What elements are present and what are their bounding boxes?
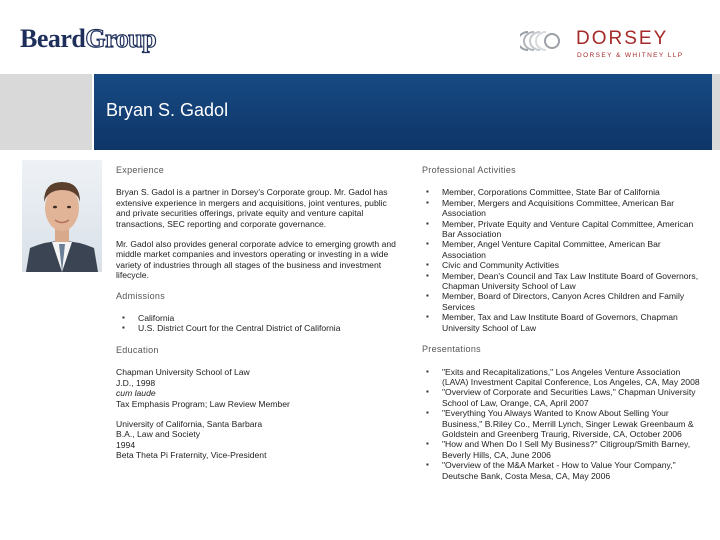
degree: B.A., Law and Society [116, 429, 201, 440]
degree-year: 1994 [116, 439, 136, 450]
experience-heading: Experience [116, 165, 165, 175]
school-name: University of California, Santa Barbara [116, 418, 263, 429]
experience-paragraph: Mr. Gadol also provides general corporate advice to emerging growth and middle market companies and investors operating or investing in a wide variety of industries through all stages of the business and investment lifecycle. [116, 239, 396, 281]
title-banner [0, 74, 720, 150]
professional-activities-list [422, 187, 702, 333]
education-entry [116, 419, 396, 461]
list-item: ▪ "Everything You Always Wanted to Know About Selling Your Business," B.Riley Co., Merrill Lynch, Singer Lewak Greenbaum & Goldstein and Greenberg Traurig, Riverside, CA, October 2006 [422, 408, 702, 439]
left-column [116, 165, 396, 471]
portrait-photo [22, 160, 102, 272]
list-item: ▪ California [116, 313, 396, 323]
list-item: ▪ Member, Tax and Law Institute Board of Governors, Chapman University School of Law [422, 312, 702, 333]
education-note: Tax Emphasis Program; Law Review Member [116, 398, 290, 409]
list-item: ▪ Civic and Community Activities [422, 260, 702, 270]
presentations-list [422, 367, 702, 481]
list-item: ▪ Member, Angel Venture Capital Committee, American Bar Association [422, 239, 702, 260]
list-item: ▪ Member, Dean's Council and Tax Law Institute Board of Governors, Chapman University School of Law [422, 271, 702, 292]
admissions-heading: Admissions [116, 290, 166, 301]
logo-text-group: Group [85, 24, 157, 53]
list-item: ▪ Member, Board of Directors, Canyon Acres Children and Family Services [422, 291, 702, 312]
list-item: ▪ Member, Private Equity and Venture Capital Committee, American Bar Association [422, 219, 702, 240]
portrait-image-icon [22, 160, 102, 272]
list-item: ▪ "Overview of Corporate and Securities Laws," Chapman University School of Law, Orange, CA, April 2007 [422, 387, 702, 408]
beard-group-logo [20, 24, 156, 54]
professional-activities-heading: Professional Activities [422, 165, 516, 175]
list-item: ▪ "Exits and Recapitalizations," Los Angeles Venture Association (LAVA) Investment Capital Conference, Los Angeles, CA, May 2008 [422, 367, 702, 388]
honor: cum laude [116, 388, 156, 399]
dorsey-mark-icon [520, 30, 566, 52]
list-item: ▪ U.S. District Court for the Central District of California [116, 323, 396, 333]
list-item: ▪ "Overview of the M&A Market - How to Value Your Company," Deutsche Bank, Costa Mesa, CA, May 2006 [422, 460, 702, 481]
education-entry [116, 367, 396, 409]
page-title: Bryan S. Gadol [106, 100, 229, 120]
dorsey-name: DORSEY [576, 28, 669, 49]
degree: J.D., 1998 [116, 377, 156, 388]
title-banner-panel [92, 74, 712, 150]
school-name: Chapman University School of Law [116, 367, 250, 378]
logo-text-beard: Beard [20, 24, 86, 53]
list-item: ▪ Member, Corporations Committee, State Bar of California [422, 187, 702, 197]
admissions-list [116, 313, 396, 334]
experience-paragraph: Bryan S. Gadol is a partner in Dorsey's Corporate group. Mr. Gadol has extensive experience in mergers and acquisitions, joint ventures, public and private securities offerings, private equity and venture capital transactions, SEC reporting and corporate governance. [116, 187, 388, 229]
presentations-heading: Presentations [422, 344, 481, 355]
dorsey-logo [520, 28, 715, 60]
list-item: ▪ Member, Mergers and Acquisitions Committee, American Bar Association [422, 198, 702, 219]
list-item: ▪ "How and When Do I Sell My Business?" Citigroup/Smith Barney, Beverly Hills, CA, June 2006 [422, 439, 702, 460]
education-heading: Education [116, 344, 159, 355]
education-note: Beta Theta Pi Fraternity, Vice-President [116, 450, 267, 461]
right-column [422, 165, 702, 492]
dorsey-subtitle: DORSEY & WHITNEY LLP [577, 52, 684, 59]
